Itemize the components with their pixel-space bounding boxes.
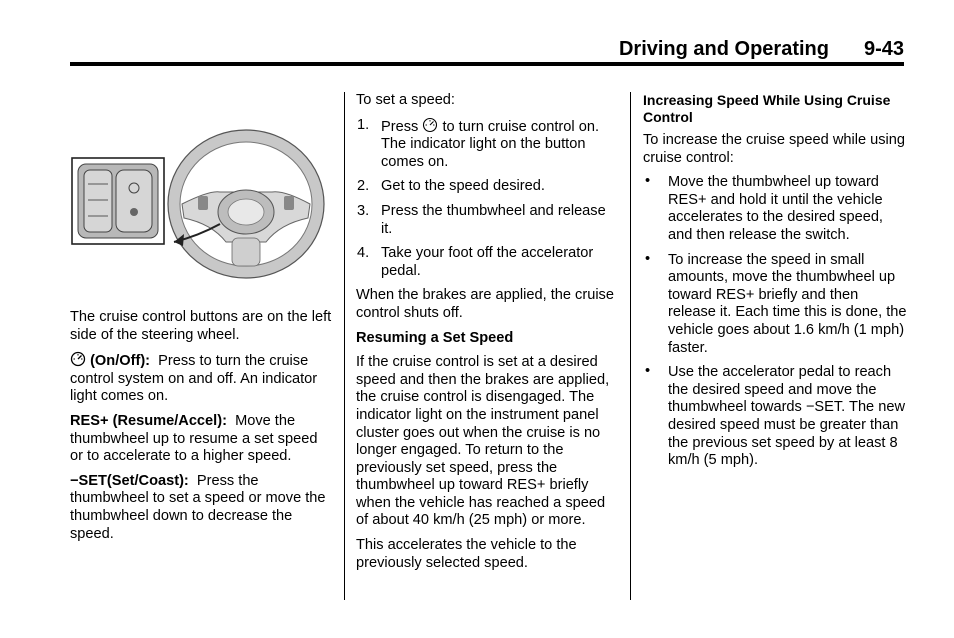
list-item	[643, 174, 907, 244]
set-speed-steps	[356, 117, 620, 281]
section-title: Driving and Operating	[618, 38, 829, 60]
step-text: Get to the speed desired.	[381, 178, 545, 195]
column-divider-1	[344, 92, 345, 600]
res-paragraph	[70, 413, 332, 466]
bullet: •	[645, 250, 651, 267]
step-text: to turn cruise control on. The indicator light on the button comes on.	[381, 118, 599, 170]
step-text: Press	[381, 118, 419, 135]
intro-paragraph: The cruise control buttons are on the left side of the steering wheel.	[70, 309, 332, 343]
resume-heading: Resuming a Set Speed	[356, 329, 514, 346]
bullet-text: Use the accelerator pedal to reach the desired speed and move the thumbwheel towards −SET. The new desired speed must be greater than the previous set speed by at least 8 km/h (5 mph).	[668, 364, 906, 469]
increase-bullets	[643, 174, 907, 470]
step-item	[356, 245, 620, 280]
res-label: RES+ (Resume/Accel):	[70, 412, 227, 429]
bullet: •	[645, 173, 651, 190]
step-text: Take your foot off the accelerator pedal.	[381, 245, 594, 279]
bullet-text: To increase the speed in small amounts, move the thumbwheel up toward RES+ briefly and then release it. Each time this is done, the vehicle goes about 1.6 km/h (1 mph) faster.	[668, 251, 907, 356]
increase-heading: Increasing Speed While Using Cruise Control	[643, 92, 891, 125]
bullet: •	[645, 363, 651, 380]
step-number: 4.	[357, 245, 370, 262]
list-item	[643, 364, 907, 470]
onoff-paragraph	[70, 351, 332, 406]
list-item	[643, 252, 907, 358]
steering-wheel-illustration	[70, 120, 332, 300]
cruise-control-icon	[70, 351, 86, 367]
column-2	[356, 92, 620, 579]
step-text: Press the thumbwheel and release it.	[381, 202, 606, 237]
res-text: Move the thumbwheel up to resume a set speed or to accelerate to a higher speed.	[70, 412, 318, 465]
step-number: 1.	[357, 116, 370, 133]
set-label: −SET(Set/Coast):	[70, 472, 189, 489]
increase-intro: To increase the cruise speed while using cruise control:	[643, 132, 906, 166]
accel-paragraph: This accelerates the vehicle to the previously selected speed.	[356, 537, 577, 571]
step-item	[356, 178, 620, 196]
bullet-text: Move the thumbwheel up toward RES+ and hold it until the vehicle accelerates to the desired speed, and then release the switch.	[668, 174, 883, 243]
step-number: 2.	[357, 178, 370, 195]
resume-paragraph: If the cruise control is set at a desired speed and then the brakes are applied, the cruise control is disengaged. The indicator light on the instrument panel cluster goes out when the cruise is no longer engaged. To return to the previously set speed, press the thumbwheel up toward RES+ briefly when the vehicle has reached a speed of about 40 km/h (25 mph) or more.	[356, 354, 610, 529]
step-item	[356, 117, 620, 172]
onoff-text: Press to turn the cruise control system on and off. An indicator light comes on.	[70, 353, 318, 405]
step-item	[356, 203, 620, 238]
column-divider-2	[630, 92, 631, 600]
column-3	[643, 92, 907, 477]
header-rule	[70, 62, 904, 66]
cruise-control-icon	[422, 117, 438, 133]
page-header	[70, 38, 904, 64]
set-speed-intro: To set a speed:	[356, 92, 455, 108]
brakes-paragraph: When the brakes are applied, the cruise control shuts off.	[356, 287, 614, 321]
set-paragraph	[70, 473, 332, 543]
set-text: Press the thumbwheel to set a speed or move the thumbwheel down to decrease the speed.	[70, 472, 326, 542]
onoff-label: (On/Off):	[90, 353, 151, 370]
page-number: 9-43	[863, 38, 904, 60]
column-1	[70, 309, 332, 550]
step-number: 3.	[357, 202, 370, 219]
